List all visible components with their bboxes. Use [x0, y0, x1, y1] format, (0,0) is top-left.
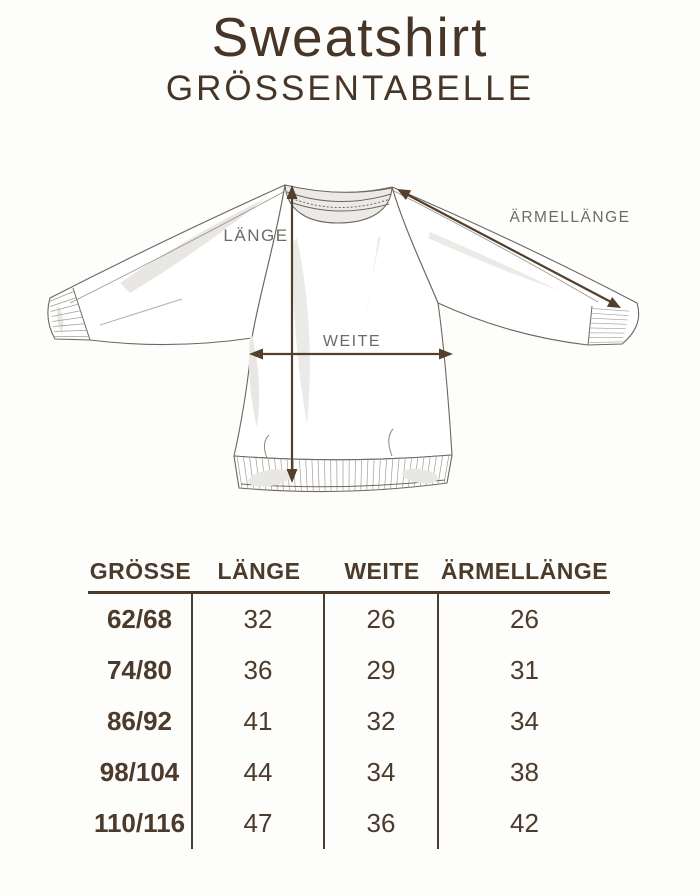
value-cell: 42	[510, 808, 539, 838]
value-cell: 31	[510, 655, 539, 685]
value-cell: 38	[510, 757, 539, 787]
weite-label: WEITE	[322, 333, 382, 350]
value-cell: 26	[510, 604, 539, 634]
value-cell: 47	[193, 798, 325, 849]
value-cell: 26	[325, 594, 439, 645]
size-cell: 86/92	[88, 696, 193, 747]
size-cell: 98/104	[88, 747, 193, 798]
value-cell: 41	[193, 696, 325, 747]
value-cell: 32	[193, 594, 325, 645]
value-cell: 36	[325, 798, 439, 849]
size-cell: 74/80	[88, 645, 193, 696]
size-table	[88, 551, 610, 849]
size-cell: 62/68	[88, 594, 193, 645]
sweatshirt-size-diagram	[0, 128, 700, 530]
aermellaenge-label: ÄRMELLÄNGE	[509, 209, 631, 226]
value-cell: 34	[510, 706, 539, 736]
sweatshirt-drawing	[0, 128, 700, 530]
laenge-label: LÄNGE	[223, 226, 289, 245]
column-header: ÄRMELLÄNGE	[439, 551, 610, 594]
value-cell: 32	[325, 696, 439, 747]
value-cell: 29	[325, 645, 439, 696]
value-cell: 36	[193, 645, 325, 696]
value-cell: 44	[193, 747, 325, 798]
column-header: GRÖSSE	[88, 551, 193, 594]
value-cell: 34	[325, 747, 439, 798]
page-title: Sweatshirt	[211, 6, 489, 68]
column-header: WEITE	[325, 551, 439, 594]
size-cell: 110/116	[88, 798, 193, 849]
page-subtitle: GRÖSSENTABELLE	[165, 69, 535, 108]
column-header: LÄNGE	[193, 551, 325, 594]
